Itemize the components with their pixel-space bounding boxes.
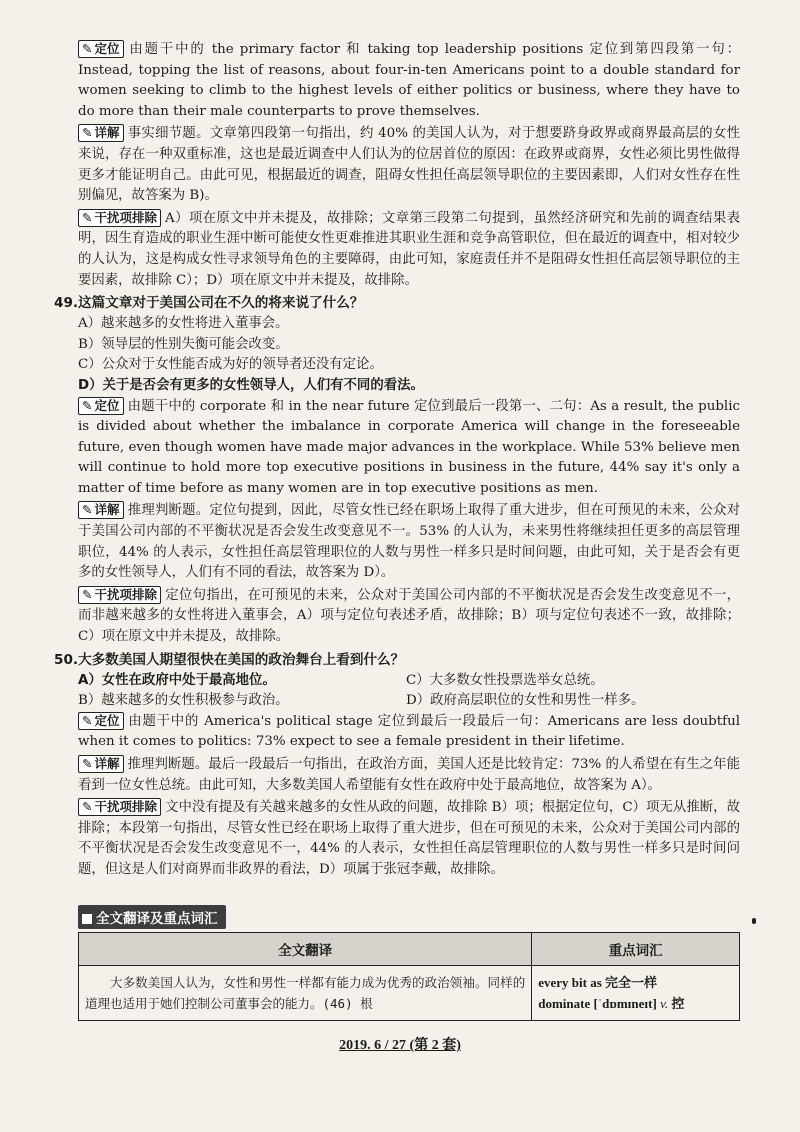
- explain-tag: ✎ 详解: [78, 755, 124, 773]
- pen-icon: ✎: [82, 502, 93, 518]
- q50-locate-block: [78, 712, 740, 753]
- vocab-item: every bit as 完全一样: [538, 975, 658, 990]
- q49-locate-block: [78, 397, 740, 500]
- q49-option-a: A）越来越多的女性将进入董事会。: [78, 316, 289, 332]
- pen-icon: ✎: [82, 712, 93, 728]
- locate-tag: ✎ 定位: [78, 40, 124, 58]
- ink-mark: [752, 918, 756, 924]
- q50-option-a: A）女性在政府中处于最高地位。: [78, 672, 276, 688]
- translation-text: 大多数美国人认为，女性和男性一样都有能力成为优秀的政治领袖。同样的道理也适用于她们控制公司董事会的能力。(46) 根: [85, 975, 526, 1011]
- q48-explain-text: 事实细节题。文章第四段第一句指出，约 40% 的美国人认为，对于想要跻身政界或商界最高层的女性来说，存在一种双重标准，这也是最近调查中人们认为的位居首位的原因：在政界或商界，女性必须比男性做得更多才能证明自己。由此可见，根据最近的调查，阻碍女性担任高层领导职位的主要因素即，人们对女性存在性别偏见，故答案为 B)。: [78, 126, 740, 204]
- pen-icon: ✎: [82, 209, 93, 225]
- q49-locate-text: 由题干中的 corporate 和 in the near future 定位到最后一段第一、二句：As a result, the public is divided about whether the imbalance in corporate America will change in the foreseeable future, even though women have made major advances in the workplace. While 53% believe men will continue to hold more top executive positions in business in the future, 44% say it's only a matter of time before as many women are in top executive positions as men.: [78, 398, 740, 496]
- explain-tag: ✎ 详解: [78, 501, 124, 519]
- q50-option-c: C）大多数女性投票选举女总统。: [406, 672, 604, 688]
- q50-options: [78, 671, 740, 712]
- translation-column-header: 全文翻译: [79, 933, 532, 966]
- q50-distractor-block: [78, 798, 740, 880]
- page-footer: [0, 1034, 800, 1054]
- pen-icon: ✎: [82, 125, 93, 141]
- q49-distractor-block: [78, 586, 740, 648]
- pen-icon: ✎: [82, 586, 93, 602]
- section-square-icon: [82, 914, 92, 924]
- vocab-cell: [532, 966, 740, 1021]
- vocab-column-header: 重点词汇: [532, 933, 740, 966]
- q50-question: 50.大多数美国人期望很快在美国的政治舞台上看到什么？: [54, 651, 405, 668]
- q49-distractor-text: 定位句指出，在可预见的未来，公众对于美国公司内部的不平衡状况是否会发生改变意见不一，而非越来越多的女性将进入董事会，A）项与定位句表述矛盾，故排除；B）项与定位句表述不一致，故排除；C）项在原文中并未提及，故排除。: [78, 587, 740, 645]
- q48-distractor-block: [78, 209, 740, 291]
- pen-icon: ✎: [82, 41, 93, 56]
- q49-option-c: C）公众对于女性能否成为好的领导者还没有定论。: [78, 357, 383, 373]
- q49-explain-block: [78, 501, 740, 583]
- q49-option-b: B）领导层的性别失衡可能会改变。: [78, 336, 289, 352]
- pen-icon: ✎: [82, 397, 93, 413]
- q49-explain-text: 推理判断题。定位句提到，因此，尽管女性已经在职场上取得了重大进步，但在可预见的未来，公众对于美国公司内部的不平衡状况是否会发生改变意见不一。53% 的人认为，未来男性将继续担任更多的高层管理职位，44% 的人表示，女性担任高层管理职位的人数与男性一样多只是时间问题，由此可知，关于是否会有更多的女性领导人，人们有不同的看法，故答案为 D）。: [78, 503, 740, 581]
- translation-table: [78, 932, 740, 1021]
- q48-explain-block: [78, 124, 740, 206]
- q50-locate-text: 由题干中的 America's political stage 定位到最后一段最后一句：Americans are less doubtful when it comes to politics: 73% expect to see a female president in their lifetime.: [78, 713, 740, 750]
- locate-tag: ✎ 定位: [78, 712, 124, 730]
- section-heading: 全文翻译及重点词汇: [78, 905, 226, 929]
- q50-option-d: D）政府高层职位的女性和男性一样多。: [406, 693, 645, 709]
- translation-cell: [79, 966, 532, 1021]
- q48-locate-text: 由题干中的 the primary factor 和 taking top leadership positions 定位到第四段第一句：Instead, topping the list of reasons, about four-in-ten Americans point to a double standard for women seeking to climb to the highest levels of either politics or business, where they have to do more than their male counterparts to prove themselves.: [78, 42, 740, 119]
- q48-distractor-text: A）项在原文中并未提及，故排除；文章第三段第二句提到，虽然经济研究和先前的调查结果表明，因生育造成的职业生涯中断可能使女性更难推进其职业生涯和竞争高管职位，但在最近的调查中，相对较少的人认为，这是构成女性寻求领导角色的主要障碍，由此可知，家庭责任并不是阻碍女性担任高层领导职位的主要因素，故排除 C）；D）项在原文中并未提及，故排除。: [78, 210, 740, 288]
- q49-option-d: D）关于是否会有更多的女性领导人，人们有不同的看法。: [78, 377, 424, 393]
- q50-explain-text: 推理判断题。最后一段最后一句指出，在政治方面，美国人还是比较肯定：73% 的人希望在有生之年能看到一位女性总统。由此可知，大多数美国人希望能有女性在政府中处于最高地位，故答案为 A）。: [78, 757, 740, 793]
- q48-locate-block: [78, 40, 740, 122]
- distractor-tag: ✎ 干扰项排除: [78, 586, 161, 604]
- locate-tag: ✎ 定位: [78, 397, 124, 415]
- distractor-tag: ✎ 干扰项排除: [78, 209, 161, 227]
- page-content: [54, 40, 740, 883]
- q50-explain-block: [78, 755, 740, 796]
- footer-text: 2019. 6 / 27 (第 2 套): [339, 1038, 461, 1053]
- vocab-item: dominate [ˈdɒmɪneɪt] v. 控: [538, 996, 685, 1011]
- explain-tag: ✎ 详解: [78, 124, 124, 142]
- q50-distractor-text: 文中没有提及有关越来越多的女性从政的问题，故排除 B）项；根据定位句，C）项无从推断，故排除；本段第一句指出，尽管女性已经在职场上取得了重大进步，但在可预见的未来，公众对于美国公司内部的不平衡状况是否会发生改变意见不一，44% 的人表示，女性担任高层管理职位的人数与男性一样多只是时间问题，但这是人们对商界而非政界的看法，D）项属于张冠李戴，故排除。: [78, 800, 740, 877]
- distractor-tag: ✎ 干扰项排除: [78, 798, 161, 816]
- q50-option-b: B）越来越多的女性积极参与政治。: [78, 693, 289, 709]
- pen-icon: ✎: [82, 756, 93, 771]
- pen-icon: ✎: [82, 799, 93, 815]
- q49-question: 49.这篇文章对于美国公司在不久的将来说了什么？: [54, 295, 364, 312]
